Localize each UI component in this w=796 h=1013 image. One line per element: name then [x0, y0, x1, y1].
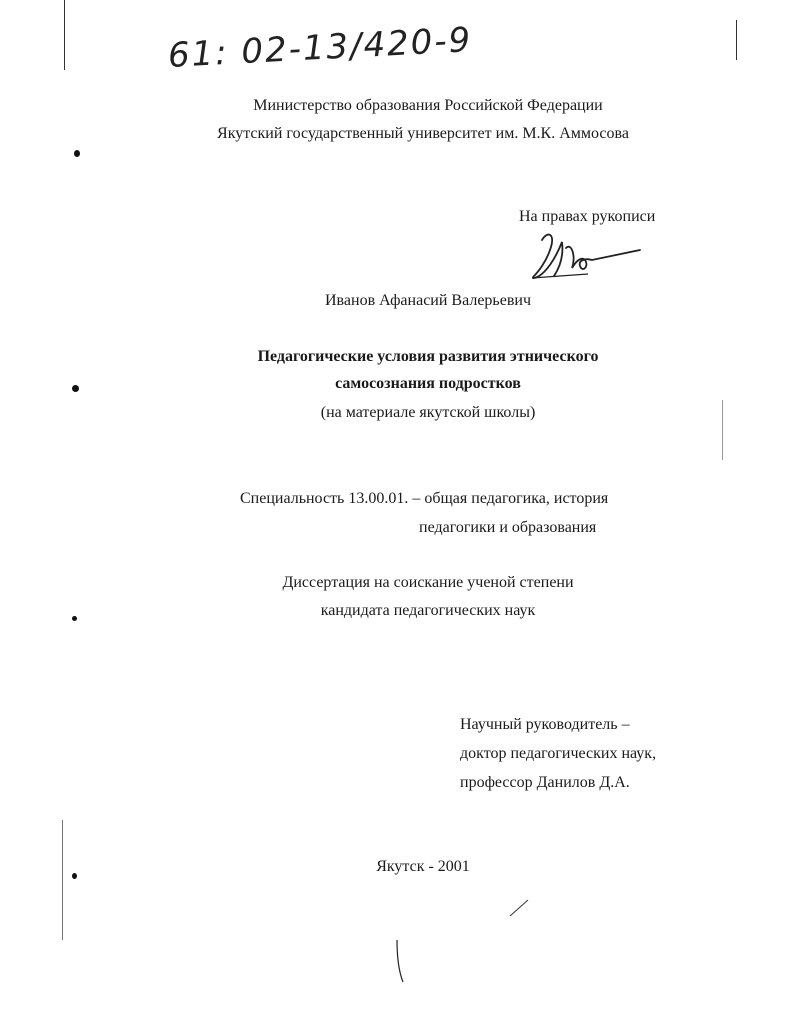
supervisor-line-1: Научный руководитель – — [460, 716, 630, 733]
scan-edge-line-left — [64, 0, 65, 70]
rights-note: На правах рукописи — [519, 208, 656, 225]
thesis-title-line-1: Педагогические условия развития этнического — [257, 348, 599, 365]
author-name: Иванов Афанасий Валерьевич — [325, 292, 531, 309]
specialty-line-2: педагогики и образования — [419, 519, 597, 536]
university-name: Якутский государственный университет им. М.К. Аммосова — [217, 125, 629, 142]
degree-line-2: кандидата педагогических наук — [320, 602, 536, 619]
specialty-line-1: Специальность 13.00.01. – общая педагогика, история — [240, 490, 609, 507]
degree-line-1: Диссертация на соискание ученой степени — [282, 574, 574, 591]
author-signature — [528, 228, 648, 283]
place-and-year: Якутск - 2001 — [376, 858, 470, 875]
thesis-title-line-2: самосознания подростков — [335, 375, 521, 392]
pencil-mark — [394, 938, 406, 984]
pencil-mark — [508, 898, 530, 918]
scan-edge-line-left — [62, 820, 63, 940]
supervisor-line-2: доктор педагогических наук, — [460, 745, 657, 762]
scan-edge-line-right — [736, 20, 737, 60]
ministry-name: Министерство образования Российской Федерации — [253, 97, 603, 114]
handwritten-archive-number: 61: 02-13/420-9 — [166, 20, 474, 76]
binding-hole-mark — [74, 150, 80, 157]
supervisor-line-3: профессор Данилов Д.А. — [460, 774, 630, 791]
thesis-subtitle: (на материале якутской школы) — [320, 404, 536, 421]
